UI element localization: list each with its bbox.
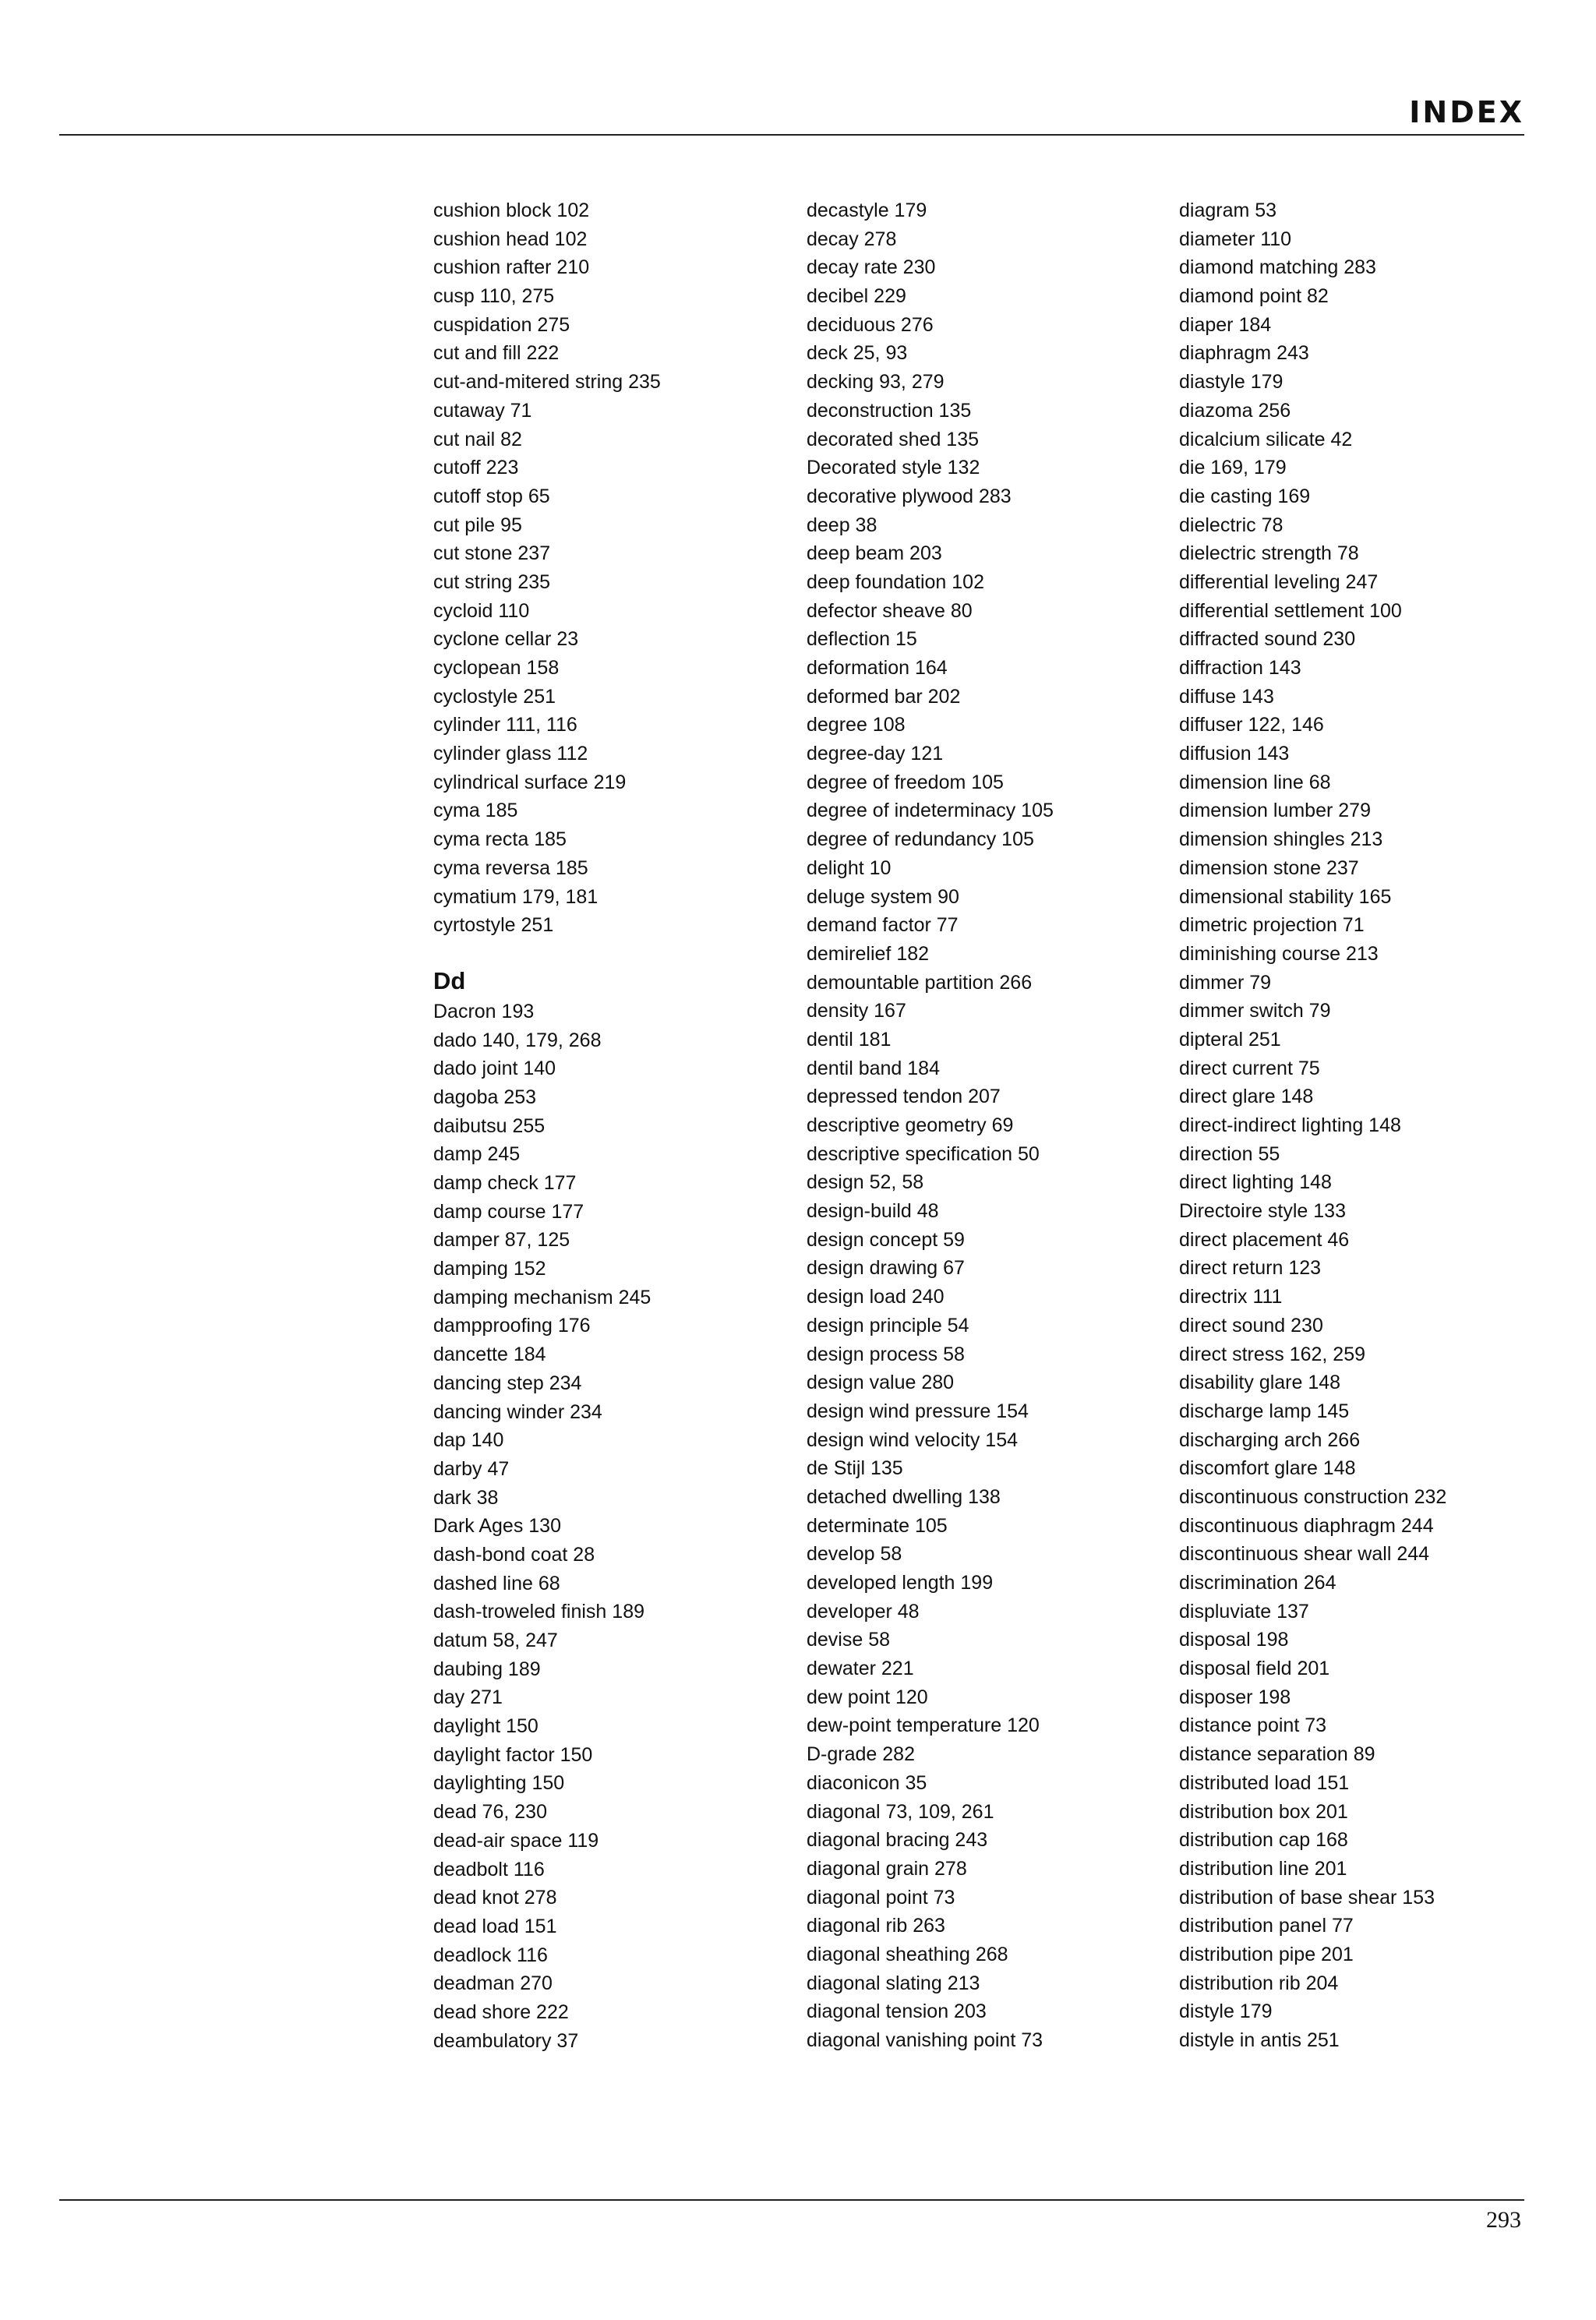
index-entry: Directoire style 133 [1179,1200,1346,1223]
index-entry: distance separation 89 [1179,1743,1375,1766]
index-entry: cuspidation 275 [433,313,570,336]
index-entry: degree of redundancy 105 [807,828,1034,851]
index-entry: deadlock 116 [433,1944,548,1966]
index-entry: design drawing 67 [807,1257,965,1280]
index-entry: design wind pressure 154 [807,1400,1029,1422]
index-entry: design load 240 [807,1286,945,1308]
index-entry: cutoff stop 65 [433,485,550,507]
index-entry: dimensional stability 165 [1179,885,1392,908]
index-entry: disposer 198 [1179,1686,1291,1708]
index-entry: deadman 270 [433,1972,553,1995]
index-entry: direct return 123 [1179,1257,1322,1280]
index-entry: cusp 110, 275 [433,285,555,308]
index-entry: cut-and-mitered string 235 [433,371,661,394]
index-entry: deadbolt 116 [433,1858,545,1880]
index-entry: directrix 111 [1179,1286,1283,1308]
index-entry: degree 108 [807,714,906,736]
index-entry: dead load 151 [433,1915,557,1937]
index-entry: demountable partition 266 [807,971,1033,994]
index-entry: dashed line 68 [433,1572,560,1594]
index-column-1 [433,196,792,2055]
index-entry: density 167 [807,1000,906,1022]
index-entry: decking 93, 279 [807,371,945,394]
index-entry: devise 58 [807,1629,891,1651]
index-entry: decay rate 230 [807,256,936,279]
index-entry: distance point 73 [1179,1714,1327,1737]
index-entry: dash-bond coat 28 [433,1543,595,1566]
index-entry: cushion head 102 [433,228,588,250]
index-entry: deciduous 276 [807,313,934,336]
index-entry: disposal 198 [1179,1629,1289,1651]
index-entry: dado joint 140 [433,1058,556,1080]
index-entry: diminishing course 213 [1179,942,1379,965]
index-entry: differential leveling 247 [1179,570,1379,593]
index-entry: displuviate 137 [1179,1600,1309,1623]
index-entry: dark 38 [433,1486,499,1509]
index-entry: disability glare 148 [1179,1372,1341,1394]
index-entry: damping 152 [433,1258,546,1280]
index-entry: discontinuous diaphragm 244 [1179,1514,1434,1537]
index-entry: design principle 54 [807,1314,969,1337]
index-entry: descriptive geometry 69 [807,1114,1014,1136]
index-entry: cushion rafter 210 [433,256,590,279]
index-entry: decorative plywood 283 [807,485,1012,507]
index-entry: decorated shed 135 [807,428,980,450]
index-entry: cyclopean 158 [433,657,560,679]
index-column-3 [1179,196,1538,2055]
index-entry: deconstruction 135 [807,399,972,422]
index-entry: defector sheave 80 [807,599,973,622]
index-entry: diagonal slating 213 [807,1972,980,1994]
index-entry: diagonal rib 263 [807,1915,945,1937]
index-entry: datum 58, 247 [433,1630,558,1651]
index-entry: distribution cap 168 [1179,1829,1348,1852]
index-entry: deformed bar 202 [807,685,961,708]
index-entry: diffuse 143 [1179,685,1274,708]
index-entry: direct stress 162, 259 [1179,1343,1366,1365]
index-entry: diaphragm 243 [1179,342,1309,365]
index-entry: dimmer 79 [1179,971,1272,994]
index-entry: damp course 177 [433,1200,584,1223]
index-entry: design value 280 [807,1372,955,1394]
index-entry: disposal field 201 [1179,1658,1330,1680]
index-entry: design process 58 [807,1343,965,1365]
index-entry: dicalcium silicate 42 [1179,428,1353,450]
index-entry: diameter 110 [1179,228,1292,250]
index-entry: developer 48 [807,1600,920,1623]
index-entry: diagonal grain 278 [807,1857,967,1880]
index-entry: detached dwelling 138 [807,1485,1001,1508]
index-entry: discontinuous construction 232 [1179,1485,1447,1508]
index-entry: discrimination 264 [1179,1572,1336,1594]
index-entry: demirelief 182 [807,942,930,965]
index-entry: discharge lamp 145 [1179,1400,1350,1422]
index-entry: cyma reversa 185 [433,856,588,879]
index-entry: deluge system 90 [807,885,959,908]
index-entry: diffracted sound 230 [1179,628,1356,651]
index-entry: deflection 15 [807,628,917,651]
index-entry: cut and fill 222 [433,342,560,365]
index-entry: damping mechanism 245 [433,1286,651,1308]
index-entry: diagonal 73, 109, 261 [807,1800,994,1823]
footer-rule [59,2199,1524,2201]
index-entry: discharging arch 266 [1179,1428,1361,1451]
index-entry: cushion block 102 [433,200,590,221]
index-entry: distribution box 201 [1179,1800,1348,1823]
index-entry: daylighting 150 [433,1772,565,1795]
index-entry: cyclostyle 251 [433,685,556,708]
index-entry: deep beam 203 [807,542,942,565]
index-entry: direct lighting 148 [1179,1171,1332,1194]
index-entry: cyma 185 [433,800,518,822]
index-entry: daubing 189 [433,1658,541,1680]
index-entry: direct glare 148 [1179,1086,1314,1108]
index-entry: cut stone 237 [433,542,551,565]
index-entry: design concept 59 [807,1228,965,1251]
index-entry: cut pile 95 [433,514,522,536]
index-entry: die 169, 179 [1179,457,1287,479]
index-entry: distribution panel 77 [1179,1915,1354,1937]
index-entry: design-build 48 [807,1200,939,1223]
index-entry: diagonal sheathing 268 [807,1943,1008,1965]
index-entry: dielectric strength 78 [1179,542,1359,565]
index-entry: cyclone cellar 23 [433,628,579,651]
index-entry: dead shore 222 [433,2000,569,2023]
index-entry: design wind velocity 154 [807,1428,1018,1451]
index-entry: cylinder glass 112 [433,743,588,765]
index-entry: Dark Ages 130 [433,1515,561,1538]
index-entry: dancing winder 234 [433,1400,602,1423]
index-entry: direct-indirect lighting 148 [1179,1114,1401,1136]
index-entry: distribution of base shear 153 [1179,1886,1435,1909]
index-entry: dimension stone 237 [1179,856,1359,879]
index-entry: diagonal point 73 [807,1886,955,1909]
index-entry: decastyle 179 [807,200,927,221]
index-entry: dimension shingles 213 [1179,828,1383,851]
index-entry: cylinder 111, 116 [433,714,577,736]
index-entry: dagoba 253 [433,1086,537,1108]
index-entry: cyrtostyle 251 [433,914,554,937]
index-entry: decibel 229 [807,285,906,308]
page-header-title: INDEX [1409,95,1524,129]
index-entry: dentil band 184 [807,1057,940,1079]
index-entry: deck 25, 93 [807,342,908,365]
index-entry: discomfort glare 148 [1179,1457,1356,1480]
index-entry: daylight factor 150 [433,1743,593,1766]
index-entry: diagram 53 [1179,200,1277,221]
index-entry: distribution line 201 [1179,1857,1347,1880]
page-number: 293 [1486,2207,1521,2233]
index-entry: dielectric 78 [1179,514,1284,536]
index-entry: daibutsu 255 [433,1114,546,1137]
index-entry: die casting 169 [1179,485,1311,507]
index-entry: dimmer switch 79 [1179,1000,1331,1022]
index-entry: cutaway 71 [433,399,532,422]
index-entry: dentil 181 [807,1028,892,1051]
index-entry: degree of freedom 105 [807,771,1004,793]
index-entry: cut nail 82 [433,428,522,450]
index-column-2 [807,196,1165,2055]
section-heading: Dd [433,966,466,994]
index-entry: Decorated style 132 [807,457,980,479]
index-entry: cutoff 223 [433,457,519,479]
index-entry: degree of indeterminacy 105 [807,800,1054,822]
index-entry: discontinuous shear wall 244 [1179,1543,1430,1566]
index-entry: dimetric projection 71 [1179,914,1365,937]
index-entry: developed length 199 [807,1572,994,1594]
index-entry: demand factor 77 [807,914,959,937]
index-entry: dap 140 [433,1429,504,1452]
index-entry: dew-point temperature 120 [807,1714,1040,1737]
index-entry: direct sound 230 [1179,1314,1323,1337]
index-entry: diastyle 179 [1179,371,1284,394]
index-entry: dead 76, 230 [433,1801,547,1824]
index-entry: D-grade 282 [807,1743,915,1766]
index-entry: deep foundation 102 [807,570,984,593]
index-entry: dipteral 251 [1179,1028,1281,1051]
index-entry: cut string 235 [433,570,551,593]
index-entry: dimension lumber 279 [1179,800,1371,822]
index-entry: direct placement 46 [1179,1228,1350,1251]
index-entry: de Stijl 135 [807,1457,903,1480]
index-entry: diaconicon 35 [807,1771,927,1794]
index-entry: diagonal vanishing point 73 [807,2029,1043,2051]
index-entry: daylight 150 [433,1715,538,1738]
index-entry: depressed tendon 207 [807,1086,1001,1108]
index-entry: distyle in antis 251 [1179,2029,1340,2051]
index-entry: dewater 221 [807,1658,914,1680]
header-rule [59,134,1524,136]
index-entry: cyma recta 185 [433,828,567,851]
index-entry: cymatium 179, 181 [433,885,598,908]
index-entry: distyle 179 [1179,2000,1273,2023]
index-entry: damp check 177 [433,1172,577,1194]
index-entry: direction 55 [1179,1142,1280,1165]
index-entry: dado 140, 179, 268 [433,1029,602,1051]
index-entry: dead-air space 119 [433,1829,599,1852]
index-entry: deep 38 [807,514,877,536]
index-entry: distribution pipe 201 [1179,1943,1354,1965]
index-entry: dimension line 68 [1179,771,1331,793]
index-entry: damp 245 [433,1143,521,1166]
index-entry: distribution rib 204 [1179,1972,1339,1994]
index-entry: deformation 164 [807,657,948,679]
index-entry: diagonal tension 203 [807,2000,987,2023]
index-entry: damper 87, 125 [433,1229,570,1252]
index-entry: day 271 [433,1686,503,1709]
index-entry: design 52, 58 [807,1171,924,1194]
index-entry: distributed load 151 [1179,1771,1350,1794]
index-entry: deambulatory 37 [433,2029,579,2052]
index-entry: diffuser 122, 146 [1179,714,1324,736]
index-entry: dead knot 278 [433,1887,557,1909]
index-entry: diamond matching 283 [1179,256,1376,279]
index-entry: determinate 105 [807,1514,948,1537]
index-entry: dash-troweled finish 189 [433,1601,644,1623]
index-entry: diaper 184 [1179,313,1272,336]
index-entry: dancing step 234 [433,1372,582,1394]
index-entry: darby 47 [433,1457,510,1480]
index-entry: diamond point 82 [1179,285,1329,308]
index-entry: dampproofing 176 [433,1315,591,1337]
index-entry: delight 10 [807,856,892,879]
index-entry: dancette 184 [433,1344,546,1366]
index-entry: decay 278 [807,228,897,250]
index-entry: diazoma 256 [1179,399,1291,422]
index-entry: differential settlement 100 [1179,599,1402,622]
index-entry: cylindrical surface 219 [433,771,627,793]
index-entry: degree-day 121 [807,743,944,765]
index-entry: cycloid 110 [433,599,530,622]
index-entry: dew point 120 [807,1686,928,1708]
index-entry: diffusion 143 [1179,743,1290,765]
index-entry: direct current 75 [1179,1057,1320,1079]
index-entry: diagonal bracing 243 [807,1829,988,1852]
index-entry: diffraction 143 [1179,657,1301,679]
index-entry: descriptive specification 50 [807,1142,1040,1165]
index-entry: develop 58 [807,1543,902,1566]
index-entry: Dacron 193 [433,1000,535,1022]
